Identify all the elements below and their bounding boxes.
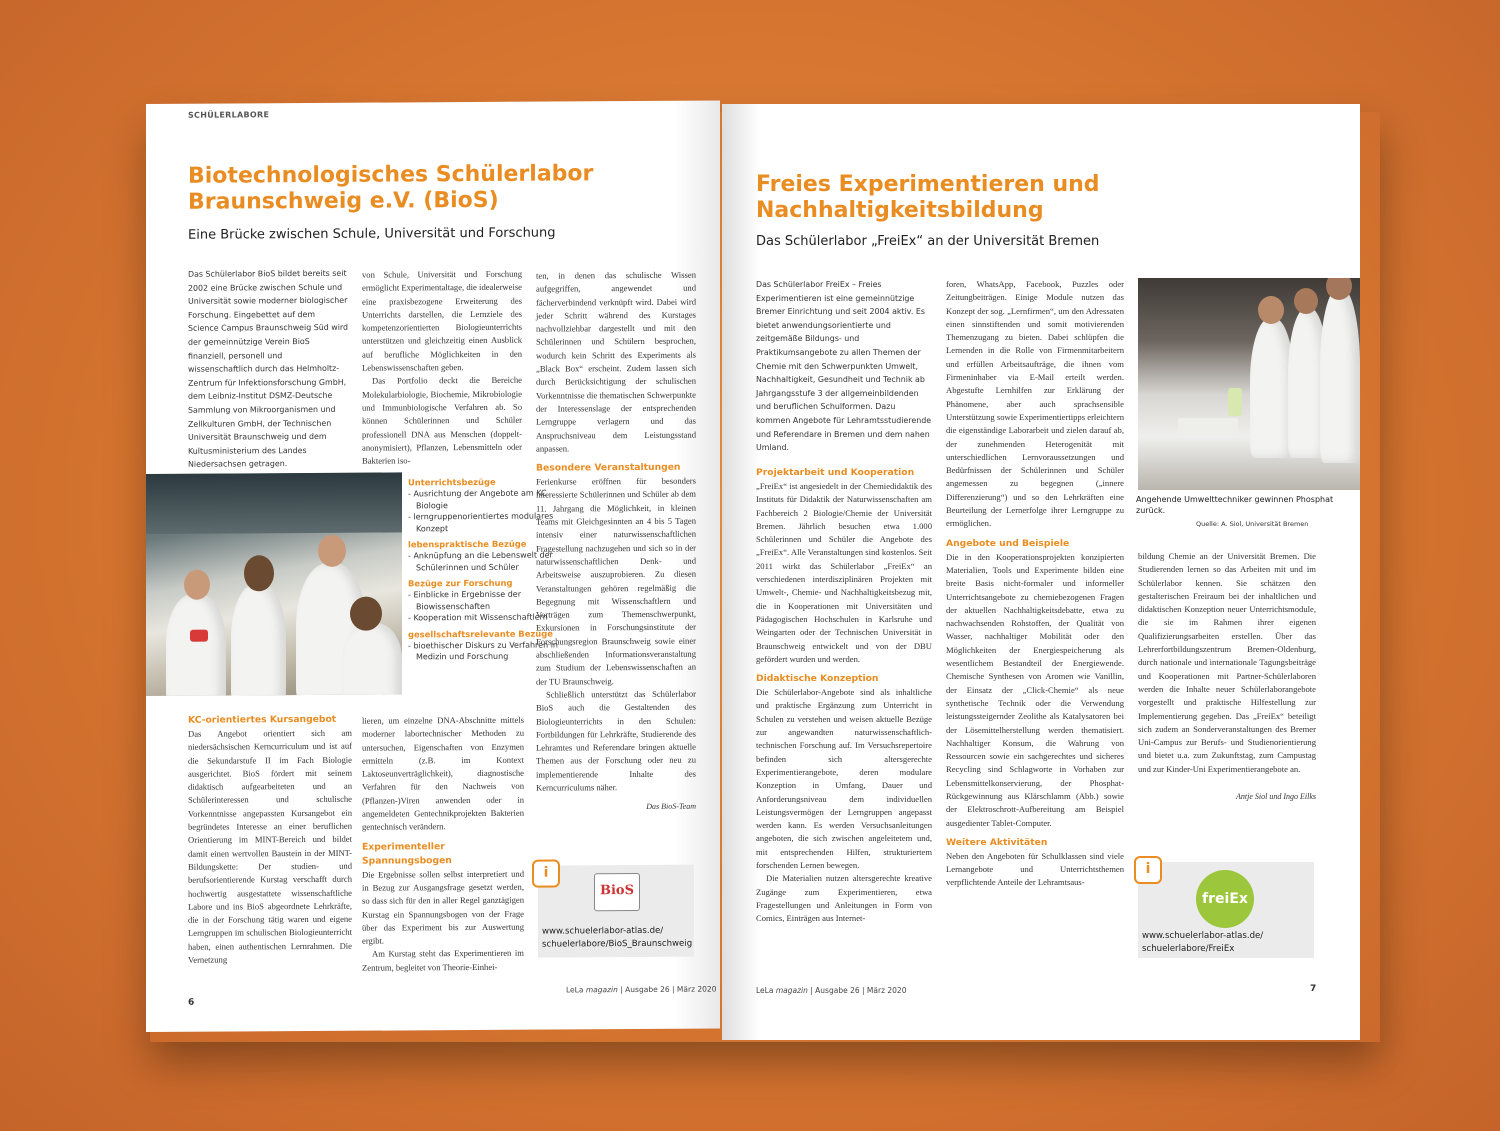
photo-red-glove (190, 630, 208, 642)
right-column-2 (946, 278, 1124, 890)
article-column-3 (536, 269, 696, 815)
article-column-2 (362, 268, 522, 468)
heading-angebote: Angebote und Beispiele (946, 537, 1070, 549)
heading-spannungsbogen: Experimenteller Spannungsbogen (362, 840, 452, 867)
footer-issue: | Ausgabe 26 | März 2020 (620, 984, 717, 995)
paragraph: ten, in denen das schulische Wissen aufgegriffen, angewendet und fächerverbindend verknüpft wird. Dabei wird jeder Schritt während des Kurstages nachvollziehbar dargestellt und mit den Schülerinnen und Schülern besprochen, wodurch kein Schritt des Experiments als „Black Box“ erscheint. Zudem lassen sich durch Berücksichtigung der schulischen Vorkenntnisse die thematischen Schwerpunkte der Interessenslage der entsprechenden Lerngruppe verlagern und das Anspruchsniveau dem Leistungsstand anpassen. (536, 269, 696, 454)
feature-box (408, 475, 558, 662)
photo-credit: Quelle: A. Siol, Universität Bremen (1196, 520, 1309, 528)
page-number-left: 6 (188, 997, 195, 1008)
heading-didaktik: Didaktische Konzeption (756, 673, 879, 685)
paragraph: von Schule, Universität und Forschung ermöglicht Experimentaltage, die idealerweise eine praxisbezogene Erweiterung des Unterrichts darstellen, die Lernziele des kompetenzorientierten Biologieunterrichts unterstützen und gleichzeitig einen Ausblick auf berufliche Möglichkeiten in den Lebenswissenschaften geben. (362, 268, 522, 373)
box-heading: gesellschaftsrelevante Bezüge (408, 628, 553, 639)
info-url-line[interactable]: schuelerlabore/FreiEx (1142, 943, 1235, 954)
photo-hair (244, 555, 274, 591)
info-url-line[interactable]: www.schuelerlabor-atlas.de/ (1142, 931, 1264, 941)
title-line-2: Nachhaltigkeitsbildung (756, 198, 1044, 223)
info-icon: i (1134, 856, 1162, 884)
page-title-right (756, 172, 1100, 224)
photo-caption: Angehende Umwelttechniker gewinnen Phosphat zurück. (1136, 495, 1334, 515)
lab-photo-right (1138, 278, 1360, 490)
subtitle-right: Das Schülerlabor „FreiEx“ an der Universität Bremen (756, 234, 1100, 249)
photo-head (184, 570, 210, 600)
paragraph: „FreiEx“ ist angesiedelt in der Chemiedidaktik des Instituts für Didaktik der Naturwissenschaften am Fachbereich 2 Biologie/Chemie der Universität Bremen. Jährlich besuchen etwa 1.000 Schülerinnen und Schüler die Angebote des „FreiEx“. Alle Veranstaltungen sind kostenlos. Seit 2011 wirkt das Schülerlabor „FreiEx“ an verschiedenen interdisziplinären Projekten mit Umwelt-, Chemie- und Nachhaltigkeitsbezug mit, die in Kooperationen mit Universitäten und Pädagogischen Hochschulen in Karlsruhe und Weingarten oder der Technischen Universität in Braunschweig entwickelt und von der DBU gefördert wurden und werden. (756, 481, 932, 664)
lab-photo (146, 472, 402, 696)
info-box-freiex (1138, 862, 1314, 958)
left-page (146, 100, 720, 1032)
paragraph: lieren, um einzelne DNA-Abschnitte mittels moderner labortechnischer Methoden zu untersuchen, Eigenschaften von Enzymen ermitteln (z.B. im Kontext Laktoseunverträglichkeit), diagnostische Verfahren für den Nachweis von (Pflanzen-)Viren anwenden oder in angemeldeten Gentechnikprojekten Bakterien gentechnisch verändern. (362, 714, 524, 833)
paragraph: Die Ergebnisse sollen selbst interpretiert und in Bezug zur Ausgangsfrage gesetzt werden, so dass sich für den in aller Regel ganztägigen Kurstag ein Spannungsbogen von der Frage über das Experiment bis zur Auswertung ergibt. (362, 868, 524, 946)
title-line-1: Freies Experimentieren und (756, 172, 1100, 197)
right-column-1 (756, 466, 932, 926)
section-label: SCHÜLERLABORE (188, 110, 270, 120)
photo-hair (350, 597, 382, 631)
title-line-2: Braunschweig e.V. (BioS) (188, 187, 499, 215)
footer-mag: LeLa (566, 985, 584, 995)
title-line-1: Biotechnologisches Schülerlabor (188, 161, 594, 189)
paragraph: Die Schülerlabor-Angebote sind als inhaltliche und praktische Ergänzung zum Unterricht in Schulen zu verstehen und weisen aktuelle Bezüge zur angewandten naturwissenschaftlich-technischen Forschung auf. Im Versuchsrepertoire befinden sich altersgerechte Experimentierangebote, deren modulare Konzeption in Umfang, Dauer und Anforderungsniveau dem individuellen Leistungsvermögen der Lerngruppen angepasst werden kann. Es werden Versuchsanleitungen angeboten, die sich zwischen angeleitetem und, mit entsprechenden Hilfen, strukturiertem forschenden Lernen bewegen. (756, 687, 932, 871)
photo-head (318, 535, 346, 567)
box-item: - Ausrichtung der Angebote am KC Biologie (408, 487, 558, 511)
intro-column: Das Schülerlabor BioS bildet bereits seit 2002 eine Brücke zwischen Schule und Universität sowie moderner biologischer Forschung. Eingebettet auf dem Science Campus Braunschweig Süd wird der gemeinnützige Verein BioS finanziell, personell und wissenschaftlich durch das Helmholtz-Zentrum für Infektionsforschung GmbH, dem Leibniz-Institut DSMZ-Deutsche Sammlung von Mikroorganismen und Zellkulturen GmbH, der Technischen Universität Braunschweig und dem Kultusministerium des Landes Niedersachsen getragen. (188, 268, 349, 470)
paragraph: Am Kurstag steht das Experimentieren im Zentrum, begleitet von Theorie-Einhei- (362, 948, 524, 973)
subtitle-left: Eine Brücke zwischen Schule, Universität und Forschung (188, 225, 556, 243)
paragraph: Ferienkurse eröffnen für besonders interessierte Schülerinnen und Schüler ab dem 11. Jahrgang die Möglichkeit, in kleinen Teams mit Gleichgesinnten an 4 bis 5 Tagen intensiv einer naturwissenschaftlichen Fragestellung nachzugehen und sich so in der naturwissenschaftlichen Denk- und Arbeitsweise auszuprobieren. Zu diesen Veranstaltungen gehören regelmäßig die Begegnung mit Wissenschaftlern und Vorträgen zum Themenschwerpunkt, Exkursionen in Forschungsinstitute der Forschungsregion Braunschweig sowie einer abschließenden Informationsveranstaltung zum Studium der Lebenswissenschaften an der TU Braunschweig. (536, 475, 696, 687)
photo-bench (1178, 418, 1238, 436)
info-url-line[interactable]: schuelerlabore/BioS_Braunschweig (542, 938, 693, 950)
intro-right: Das Schülerlabor FreiEx – Freies Experimentieren ist eine gemeinnützige Bremer Einrichtung und seit 2004 aktiv. Es bietet anwendungsorientierte und zeitgemäße Bildungs- und Praktikumsangebote zu allen Themen der Chemie mit den Schwerpunkten Umwelt, Nachhaltigkeit, Gesundheit und Technik ab Jahrgangsstufe 3 der allgemeinbildenden und beruflichen Schulformen. Dazu kommen Angebote für Lehramtsstudierende und Referendare in Bremen und dem nahen Umland. (756, 280, 932, 453)
footer-left (566, 985, 716, 995)
box-item: - bioethischer Diskurs zu Verfahren in Medizin und Forschung (408, 639, 558, 663)
footer-mag-italic: magazin (585, 985, 618, 995)
right-page (722, 104, 1360, 1040)
box-item: - Anknüpfung an die Lebenswelt der Schülerinnen und Schüler (408, 549, 558, 573)
photo-person (1320, 288, 1360, 463)
bios-logo: BioS (594, 873, 640, 911)
heading-events: Besondere Veranstaltungen (536, 461, 681, 474)
signature: Das BioS-Team (646, 801, 696, 812)
info-url[interactable] (1142, 930, 1263, 955)
photo-person (166, 594, 226, 696)
box-item: - Kooperation mit Wissenschaftlern (408, 611, 558, 623)
footer-mag: LeLa (756, 986, 774, 995)
right-column-3 (1138, 550, 1316, 803)
box-item: - Einblicke in Ergebnisse der Biowissenschaften (408, 588, 558, 612)
signature: Antje Siol und Ingo Eilks (1236, 792, 1316, 802)
photo-head (1258, 296, 1284, 324)
bottom-column-2 (362, 714, 524, 975)
box-heading: Bezüge zur Forschung (408, 577, 513, 589)
heading-projektarbeit: Projektarbeit und Kooperation (756, 467, 915, 478)
freiex-logo: freiEx (1196, 870, 1254, 928)
heading-weitere: Weitere Aktivitäten (946, 836, 1048, 848)
bottom-column-1 (188, 713, 352, 967)
paragraph: Die Materialien nutzen altersgerechte kreative Zugänge zum Experimentieren, etwa Fragestellungen und Anleitungen in Form von Comics, Einträgen aus Internet- (756, 873, 932, 924)
info-icon: i (532, 859, 560, 887)
footer-right (756, 986, 906, 995)
page-title-left (188, 161, 593, 215)
footer-mag-italic: magazin (775, 986, 808, 995)
paragraph: Neben den Angeboten für Schulklassen sind viele Lernangebote und Unterrichtsthemen verpflichtende Anteile der Lehramtsaus- (946, 850, 1124, 888)
info-url-line[interactable]: www.schuelerlabor-atlas.de/ (542, 925, 664, 937)
paragraph: Schließlich unterstützt das Schülerlabor BioS auch die Gestaltenden des Biologieunterrichts in den Schulen: Fortbildungen für Lehrkräfte, Studierende des Lehramtes und Referendare bringen aktuelle Themen aus der Forschung oder neu zu implementierende Inhalte des Kerncurriculums näher. (536, 688, 696, 793)
paragraph: Das Portfolio deckt die Bereiche Molekularbiologie, Biochemie, Mikrobiologie und Immunbiologische Verfahren ab. So können Schülerinnen und Schüler professionell DNA aus Menschen (doppelt-anonymisiert), Pflanzen, Lebensmitteln oder Bakterien iso- (362, 375, 522, 466)
photo-person (342, 622, 402, 696)
photo-bottle (1228, 388, 1242, 416)
paragraph: Das Angebot orientiert sich am niedersächsischen Kerncurriculum und ist auf die Sekundarstufe II im Fach Biologie ausgerichtet. BioS fördert mit seinem didaktisch aufgearbeiteten und an Schülerinteressen und schulische Vorkenntnisse angepassten Kursangebot ein begründetes Interesse an einer beruflichen Orientierung im MINT-Bereich und bildet damit einen wertvollen Baustein in der MINT-Bildungskette: Der studien- und berufsorientierende Kurstag verschafft durch hochwertig ausgestattete wissenschaftliche Labore und ins BioS abgeordnete Lehrkräfte, die in der Forschung tätig waren und eigene Lerngruppen im schulischen Biologieunterricht haben, einen authentischen Lernrahmen. Die Vernetzung (188, 727, 352, 965)
photo-head (1294, 288, 1318, 314)
paragraph: bildung Chemie an der Universität Bremen. Die Studierenden lernen so das Arbeiten mit und im Schülerlabor kennen. Sie schätzen den gestalterischen Freiraum bei der inhaltlichen und didaktischen Konzeption neuer Unterrichtsmodule, die sie im Rahmen ihrer eigenen Qualifizierungsarbeiten erstellen. Über das Lehrerfortbildungszentrum Bremen-Oldenburg, durch nationale und internationale Tagungsbeiträge und Kooperationen mit Partner-Schülerlaboren werden die Inhalte neuer Schülerlaborangebote vorgestellt und praktische Hilfestellung zur Implementierung gegeben. Das „FreiEx“ beteiligt sich zudem an Sonderveranstaltungen des Bremer Uni-Campus zur Berufs- und Studienorientierung und bietet u.a. zum Zukunftstag, zum Campustag und zur Kinder-Uni Experimentierangebote an. (1138, 551, 1316, 774)
box-item: - lerngruppenorientiertes modulares Konzept (408, 510, 558, 534)
paragraph: foren, WhatsApp, Facebook, Puzzles oder Zeitungbeiträgen. Einige Module nutzen das Konzept der sog. „Lernfirmen“, um den Adressaten einen sinnstiftenden und somit motivierenden Themenzugang zu bieten. Dabei schlüpfen die Lernenden in die Rolle von Firmenmitarbeitern und erfüllen Arbeitsaufträge, die ihnen vom Firmeninhaber via E-Mail erteilt werden. Abgestufte Lernhilfen zur Erklärung der Phänomene, aber auch sprachsensible Unterstützung sowie Experimentiertipps erleichtern die eigenständige Laborarbeit und zielen darauf ab, der zunehmenden Heterogenität mit unterschiedlichen Lernvoraussetzungen und Bedürfnissen der Schülerinnen und Schüler angemessen zu begegnen („innere Differenzierung“) und so den Lehrkräften eine Beurteilung der Lernerfolge ihrer Lerngruppe zu ermöglichen. (946, 279, 1124, 529)
page-number-right: 7 (1310, 984, 1317, 994)
footer-issue: | Ausgabe 26 | März 2020 (810, 986, 907, 995)
photo-shelves (146, 472, 402, 534)
box-heading: lebenspraktische Bezüge (408, 538, 527, 550)
info-url[interactable] (542, 925, 692, 951)
box-heading: Unterrichtsbezüge (408, 476, 496, 488)
photo-person (231, 583, 286, 696)
paragraph: Die in den Kooperationsprojekten konzipierten Materialien, Tools und Experimente bilden eine breite Basis nicht-formaler und informeller Unterrichtsangebote zu chemiebezogenen Fragen der aktuellen Nachhaltigkeitsdebatte, etwa zu nachwachsenden Rohstoffen, der Qualität von Wasser, nachhaltiger Mobilität oder den Möglichkeiten der Energiespeicherung als wesentlichem Bestandteil der Energiewende. Chemische Synthesen von Aromen wie Vanillin, der Einsatz der „Click-Chemie“ als neue synthetische Technik oder die Verwendung leistungssteigernder Zeolithe als Katalysatoren bei der Lösemittelherstellung werden thematisiert. Nachhaltiger Konsum, die Wahrung von Ressourcen sowie ein sachgerechtes und sicheres Recycling sind Schlagworte in Vorhaben zur Lebensmittelkonservierung, der Phosphat-Rückgewinnung aus Klärschlamm (Abb.) sowie der Elektroschrott-Aufbereitung am Beispiel ausgedienter Tablet-Computer. (946, 551, 1124, 828)
info-box-bios (538, 865, 694, 958)
heading-kc: KC-orientiertes Kursangebot (188, 713, 337, 726)
